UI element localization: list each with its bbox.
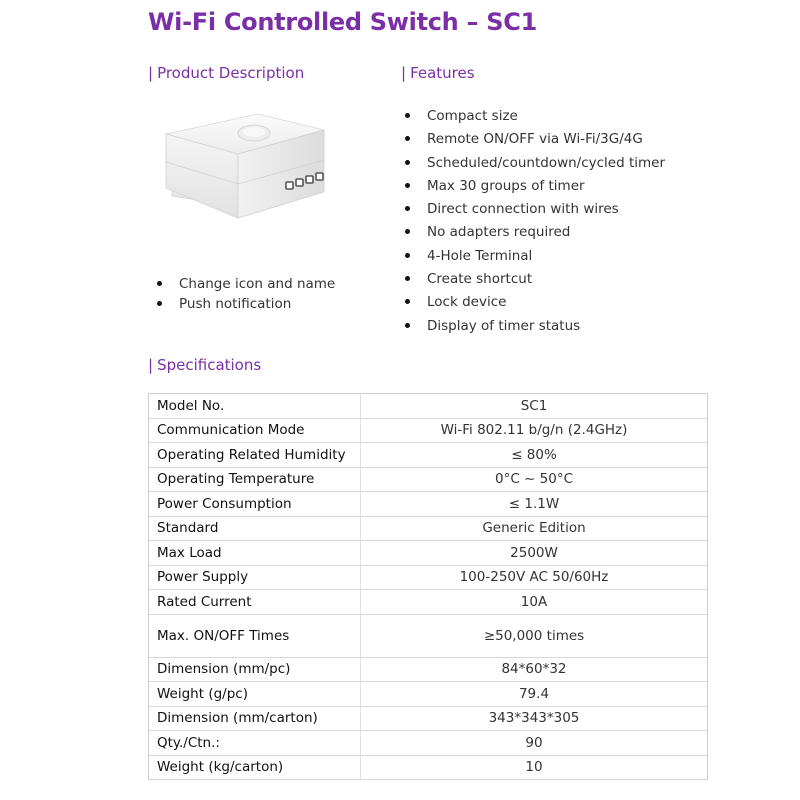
specifications-table: [148, 393, 708, 780]
spec-value: ≤ 1.1W: [361, 492, 708, 517]
table-row: [149, 657, 708, 682]
heading-text: Specifications: [157, 356, 262, 374]
table-row: [149, 443, 708, 468]
spec-key: Operating Temperature: [149, 467, 361, 492]
spec-value: SC1: [361, 394, 708, 419]
table-row: [149, 467, 708, 492]
table-row: [149, 565, 708, 590]
page-title: Wi-Fi Controlled Switch – SC1: [148, 8, 537, 36]
list-item: Change icon and name: [179, 276, 336, 292]
table-row: [149, 614, 708, 657]
list-item: Push notification: [179, 294, 335, 314]
spec-value: Wi-Fi 802.11 b/g/n (2.4GHz): [361, 418, 708, 443]
spec-value: 10A: [361, 590, 708, 615]
spec-value: 0°C ~ 50°C: [361, 467, 708, 492]
spec-key: Communication Mode: [149, 418, 361, 443]
list-item: Display of timer status: [427, 316, 665, 339]
spec-value: Generic Edition: [361, 516, 708, 541]
spec-value: 343*343*305: [361, 706, 708, 731]
section-heading-features: [401, 64, 475, 82]
table-row: [149, 731, 708, 756]
list-item: Remote ON/OFF via Wi-Fi/3G/4G: [427, 129, 665, 152]
table-row: [149, 706, 708, 731]
spec-key: Model No.: [149, 394, 361, 419]
table-row: [149, 590, 708, 615]
spec-value: 84*60*32: [361, 657, 708, 682]
heading-bar: |: [148, 356, 154, 374]
section-heading-product-description: [148, 64, 304, 82]
heading-bar: |: [401, 64, 407, 82]
spec-value: 100-250V AC 50/60Hz: [361, 565, 708, 590]
spec-key: Dimension (mm/carton): [149, 706, 361, 731]
spec-value: ≤ 80%: [361, 443, 708, 468]
table-row: [149, 492, 708, 517]
list-item: Scheduled/countdown/cycled timer: [427, 153, 665, 176]
heading-text: Features: [410, 64, 475, 82]
spec-key: Weight (kg/carton): [149, 755, 361, 780]
heading-bar: |: [148, 64, 154, 82]
spec-key: Rated Current: [149, 590, 361, 615]
spec-key: Dimension (mm/pc): [149, 657, 361, 682]
spec-key: Power Supply: [149, 565, 361, 590]
list-item: Direct connection with wires: [427, 199, 665, 222]
product-description-list: [179, 274, 335, 314]
spec-key: Operating Related Humidity: [149, 443, 361, 468]
spec-value: 79.4: [361, 682, 708, 707]
product-image: [158, 108, 338, 228]
table-row: [149, 418, 708, 443]
heading-text: Product Description: [157, 64, 305, 82]
list-item: 4-Hole Terminal: [427, 246, 665, 269]
spec-value: ≥50,000 times: [361, 614, 708, 657]
spec-key: Max. ON/OFF Times: [149, 614, 361, 657]
spec-key: Power Consumption: [149, 492, 361, 517]
table-row: [149, 541, 708, 566]
spec-key: Weight (g/pc): [149, 682, 361, 707]
spec-value: 2500W: [361, 541, 708, 566]
spec-value: 90: [361, 731, 708, 756]
list-item: Create shortcut: [427, 269, 665, 292]
list-item: Max 30 groups of timer: [427, 176, 665, 199]
spec-value: 10: [361, 755, 708, 780]
spec-key: Qty./Ctn.:: [149, 731, 361, 756]
list-item: Lock device: [427, 292, 665, 315]
list-item: Compact size: [427, 106, 665, 129]
table-row: [149, 682, 708, 707]
table-row: [149, 755, 708, 780]
features-list: [427, 106, 665, 339]
list-item: No adapters required: [427, 222, 665, 245]
spec-key: Max Load: [149, 541, 361, 566]
table-row: [149, 394, 708, 419]
table-row: [149, 516, 708, 541]
section-heading-specifications: [148, 356, 261, 374]
spec-key: Standard: [149, 516, 361, 541]
